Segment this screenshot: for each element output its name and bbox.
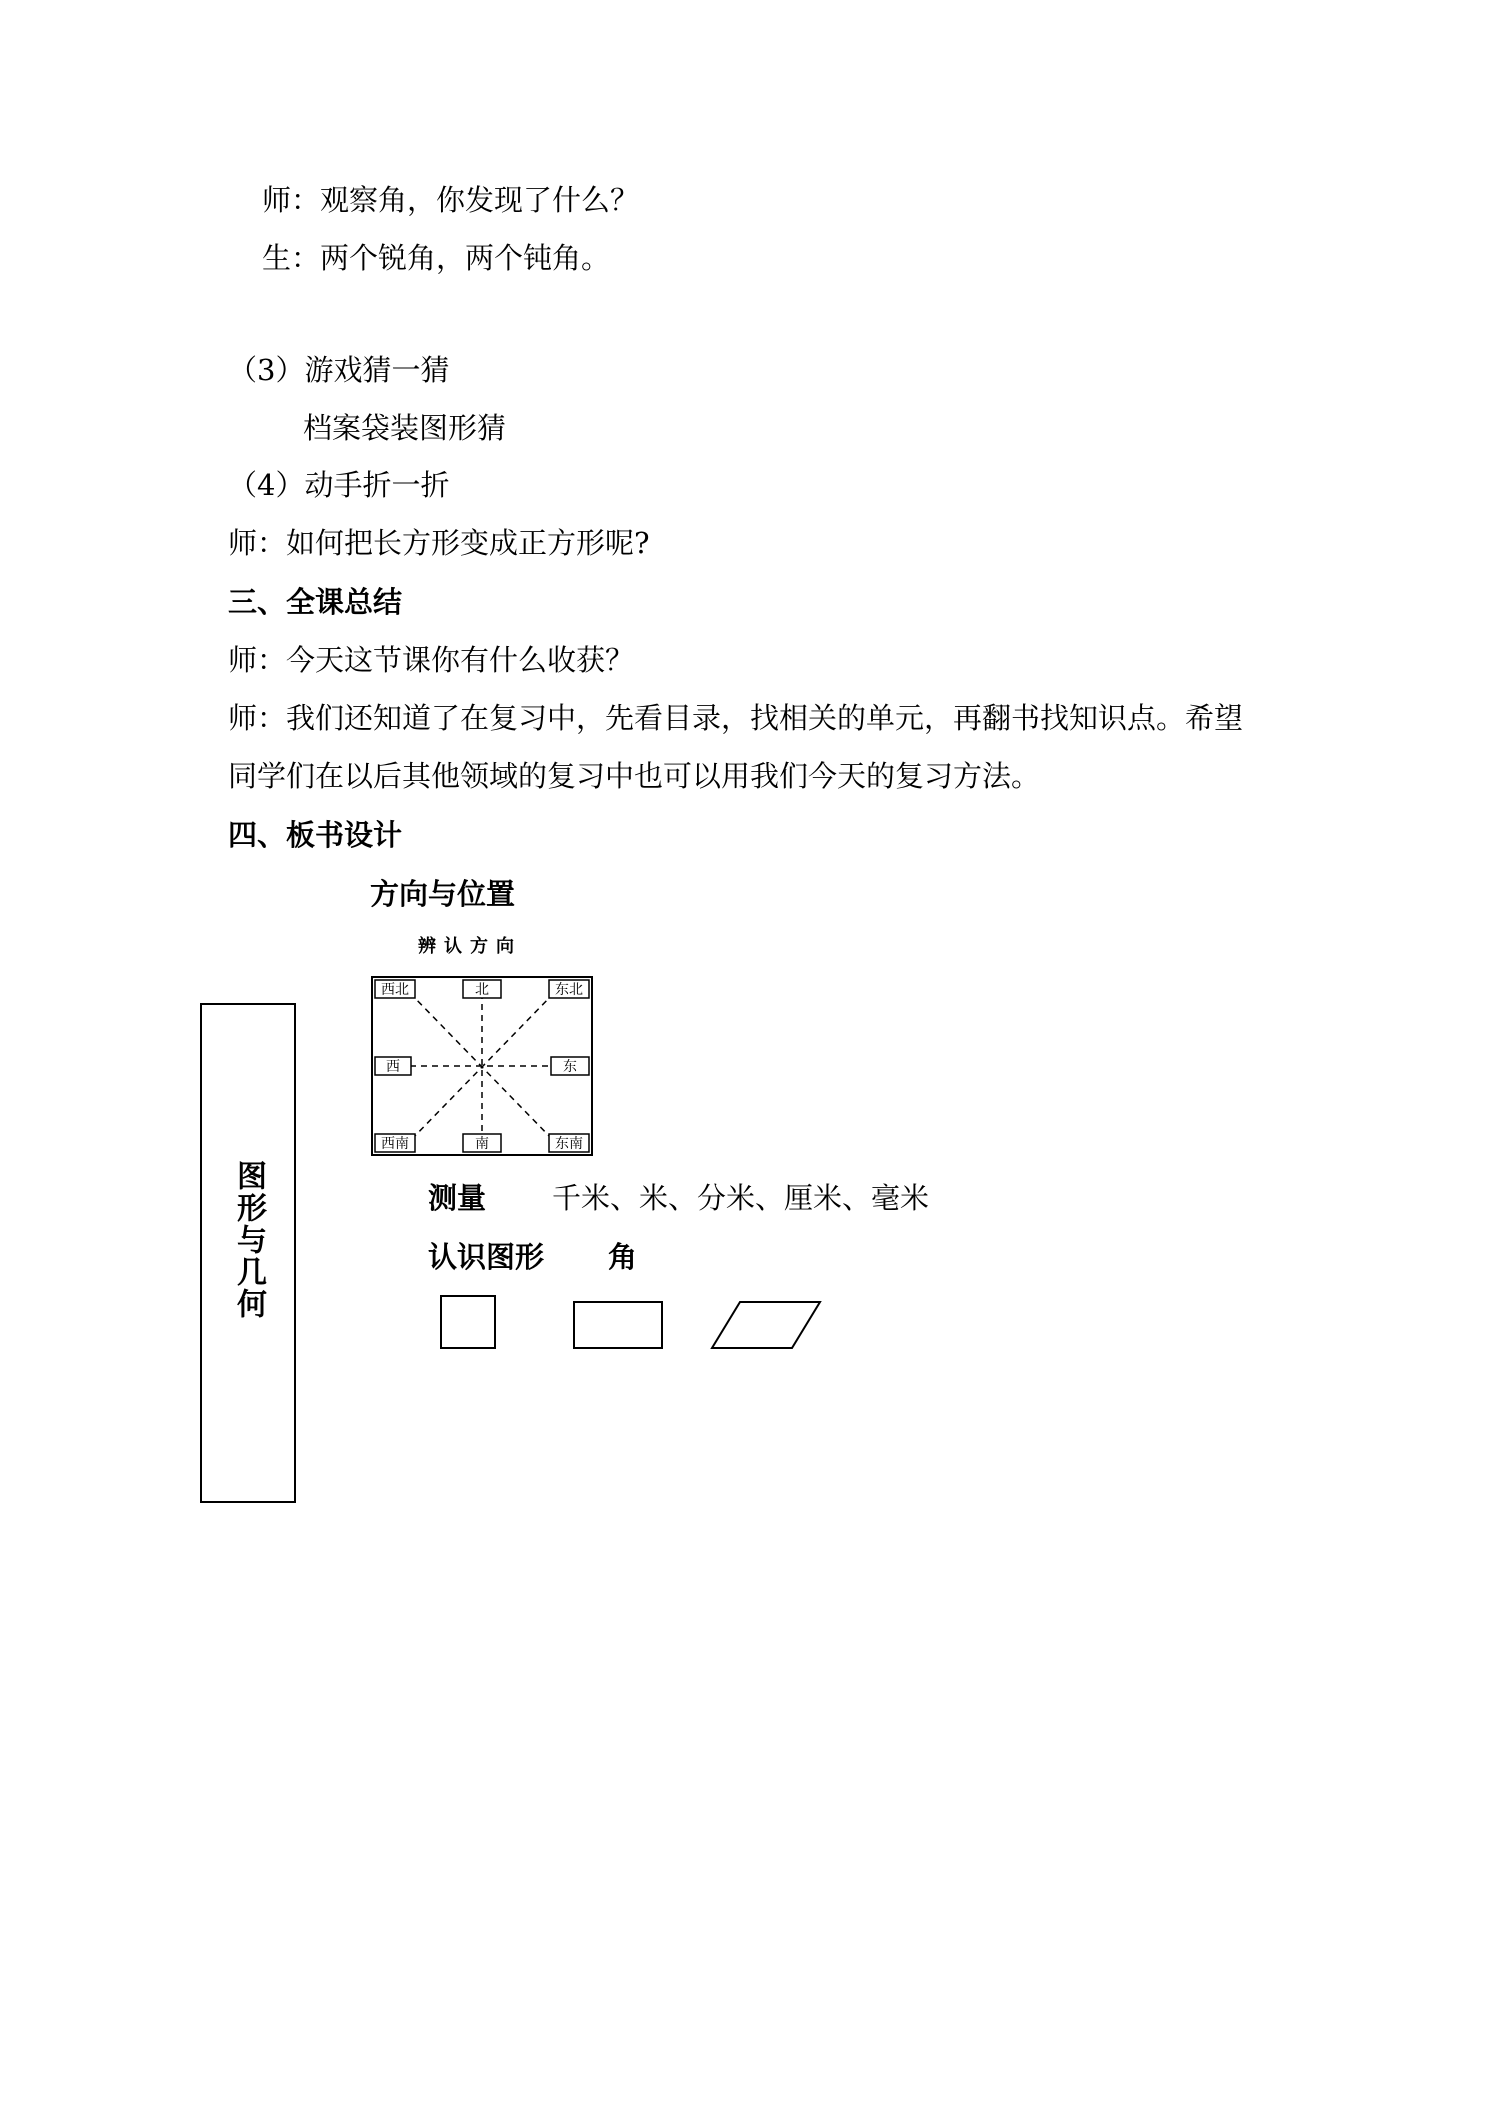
- activity-line: 档案袋装图形猜: [303, 411, 507, 445]
- board-title-box: [200, 1003, 296, 1503]
- shapes-drawing: [430, 1290, 830, 1350]
- compass-label-w: 西: [386, 1059, 400, 1075]
- dialogue-line: 同学们在以后其他领域的复习中也可以用我们今天的复习方法。: [228, 759, 1041, 793]
- angle-label: 角: [608, 1240, 638, 1274]
- compass-label-e: 东: [563, 1059, 577, 1075]
- dialogue-line: 师：如何把长方形变成正方形呢?: [228, 526, 650, 560]
- compass-label-se: 东南: [555, 1136, 583, 1152]
- board-section-title: 方向与位置: [370, 877, 516, 911]
- compass-label-s: 南: [475, 1136, 489, 1152]
- square-shape: [441, 1296, 495, 1348]
- board-vertical-title: 图形与几何: [231, 1160, 266, 1320]
- dialogue-line: 生：两个锐角，两个钝角。: [262, 241, 611, 275]
- dialogue-line: 师：我们还知道了在复习中，先看目录，找相关的单元，再翻书找知识点。希望: [228, 701, 1244, 735]
- dialogue-line: 师：今天这节课你有什么收获？: [228, 643, 635, 677]
- shapes-label: 认识图形: [428, 1240, 545, 1274]
- compass-label-ne: 东北: [555, 982, 583, 998]
- activity-heading: （4）动手折一折: [228, 468, 450, 502]
- measure-units: 千米、米、分米、厘米、毫米: [552, 1181, 930, 1215]
- dialogue-line: 师：观察角，你发现了什么？: [262, 183, 640, 217]
- compass-label-nw: 西北: [381, 982, 409, 998]
- section-heading: 四、板书设计: [228, 818, 403, 852]
- measure-label: 测量: [428, 1181, 487, 1215]
- section-heading: 三、全课总结: [228, 585, 403, 619]
- compass-label-sw: 西南: [381, 1136, 409, 1152]
- activity-heading: （3）游戏猜一猜: [228, 353, 450, 387]
- compass-title: 辨认方向: [418, 936, 522, 957]
- parallelogram-shape: [712, 1302, 820, 1348]
- compass-label-n: 北: [475, 982, 489, 998]
- rectangle-shape: [574, 1302, 662, 1348]
- compass-diagram: [370, 975, 594, 1157]
